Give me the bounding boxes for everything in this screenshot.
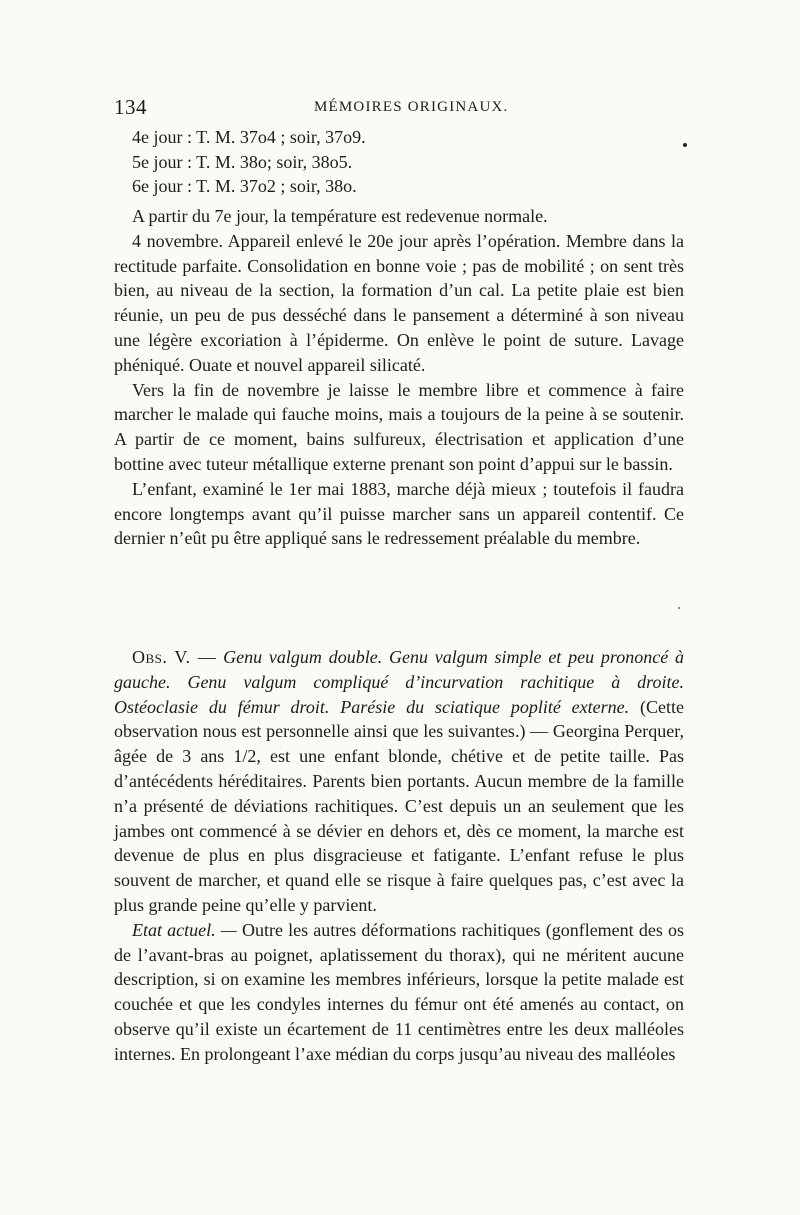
observation-v [114,645,684,1067]
running-title: MÉMOIRES ORIGINAUX. [314,99,509,115]
temperature-day-6: 6e jour : T. M. 37o2 ; soir, 38o. [132,176,357,196]
print-speck-small [678,607,680,609]
paragraph-fin-novembre: Vers la fin de novembre je laisse le membre libre et commence à faire marcher le malade qui fauche moins, mais a toujours de la peine à se soutenir. A partir de ce moment, bains sulfureux, électrisation et application d’une bottine avec tuteur métallique externe prenant son point d’appui sur le bassin. [114,379,684,474]
observation-intro [114,645,684,918]
observation-label: Obs. V. — [132,647,217,667]
observation-body: (Cette observation nous est personnelle ainsi que les suivantes.) — Georgina Perquer, âgée de 3 ans 1/2, est une enfant blonde, chétive et de petite taille. Pas d’antécédents héréditaires. Parents bien portants. Aucun membre de la famille n’a présenté de déviations rachitiques. C’est depuis un an seulement que les jambes ont commencé à se dévier en dehors et, dès ce moment, la marche est devenue de plus en plus disgracieuse et fatigante. L’enfant refuse le plus souvent de marcher, et quand elle se risque à faire quelques pas, c’est avec la plus grande peine qu’elle y parvient. [114,696,685,915]
observation-title: Genu valgum double. Genu valgum simple et peu prononcé à gauche. Genu valgum compliqué d’incurvation rachitique à droite. Ostéoclasie du fémur droit. Parésie du sciatique poplité externe. [114,647,684,717]
paragraph-temperature-normal: A partir du 7e jour, la température est redevenue normale. [132,206,548,226]
temperature-day-5: 5e jour : T. M. 38o; soir, 38o5. [132,151,353,172]
paragraph-1er-mai: L’enfant, examiné le 1er mai 1883, marche déjà mieux ; toutefois il faudra encore longtemps avant qu’il puisse marcher sans un appareil contentif. Ce dernier n’eût pu être appliqué sans le redressement préalable du membre. [114,478,684,549]
case-followup [114,204,684,551]
etat-actuel-label: Etat actuel. — [132,919,237,940]
temperature-list [114,125,684,199]
paragraph-4-novembre: 4 novembre. Appareil enlevé le 20e jour après l’opération. Membre dans la rectitude parfaite. Consolidation en bonne voie ; pas de mobilité ; on sent très bien, au niveau de la section, la formation d’un cal. La petite plaie est bien réunie, un peu de pus desséché dans le pansement a déterminé à son niveau une légère excoriation à l’épiderme. On enlève le point de suture. Lavage phéniqué. Ouate et nouvel appareil silicaté. [114,230,684,375]
page-header [114,95,684,119]
etat-actuel-body: Outre les autres déformations rachitiques (gonflement des os de l’avant-bras au poignet, aplatissement du thorax), qui ne méritent aucune description, si on examine les membres inférieurs, lorsque la petite malade est couchée et que les condyles internes du fémur ont été amenés au contact, on observe qu’il existe un écartement de 11 centimètres entre les deux malléoles internes. En prolongeant l’axe médian du corps jusqu’au niveau des malléoles [114,919,685,1064]
etat-actuel-paragraph [114,918,684,1067]
temperature-day-4: 4e jour : T. M. 37o4 ; soir, 37o9. [132,127,366,147]
page-number: 134 [114,95,147,119]
